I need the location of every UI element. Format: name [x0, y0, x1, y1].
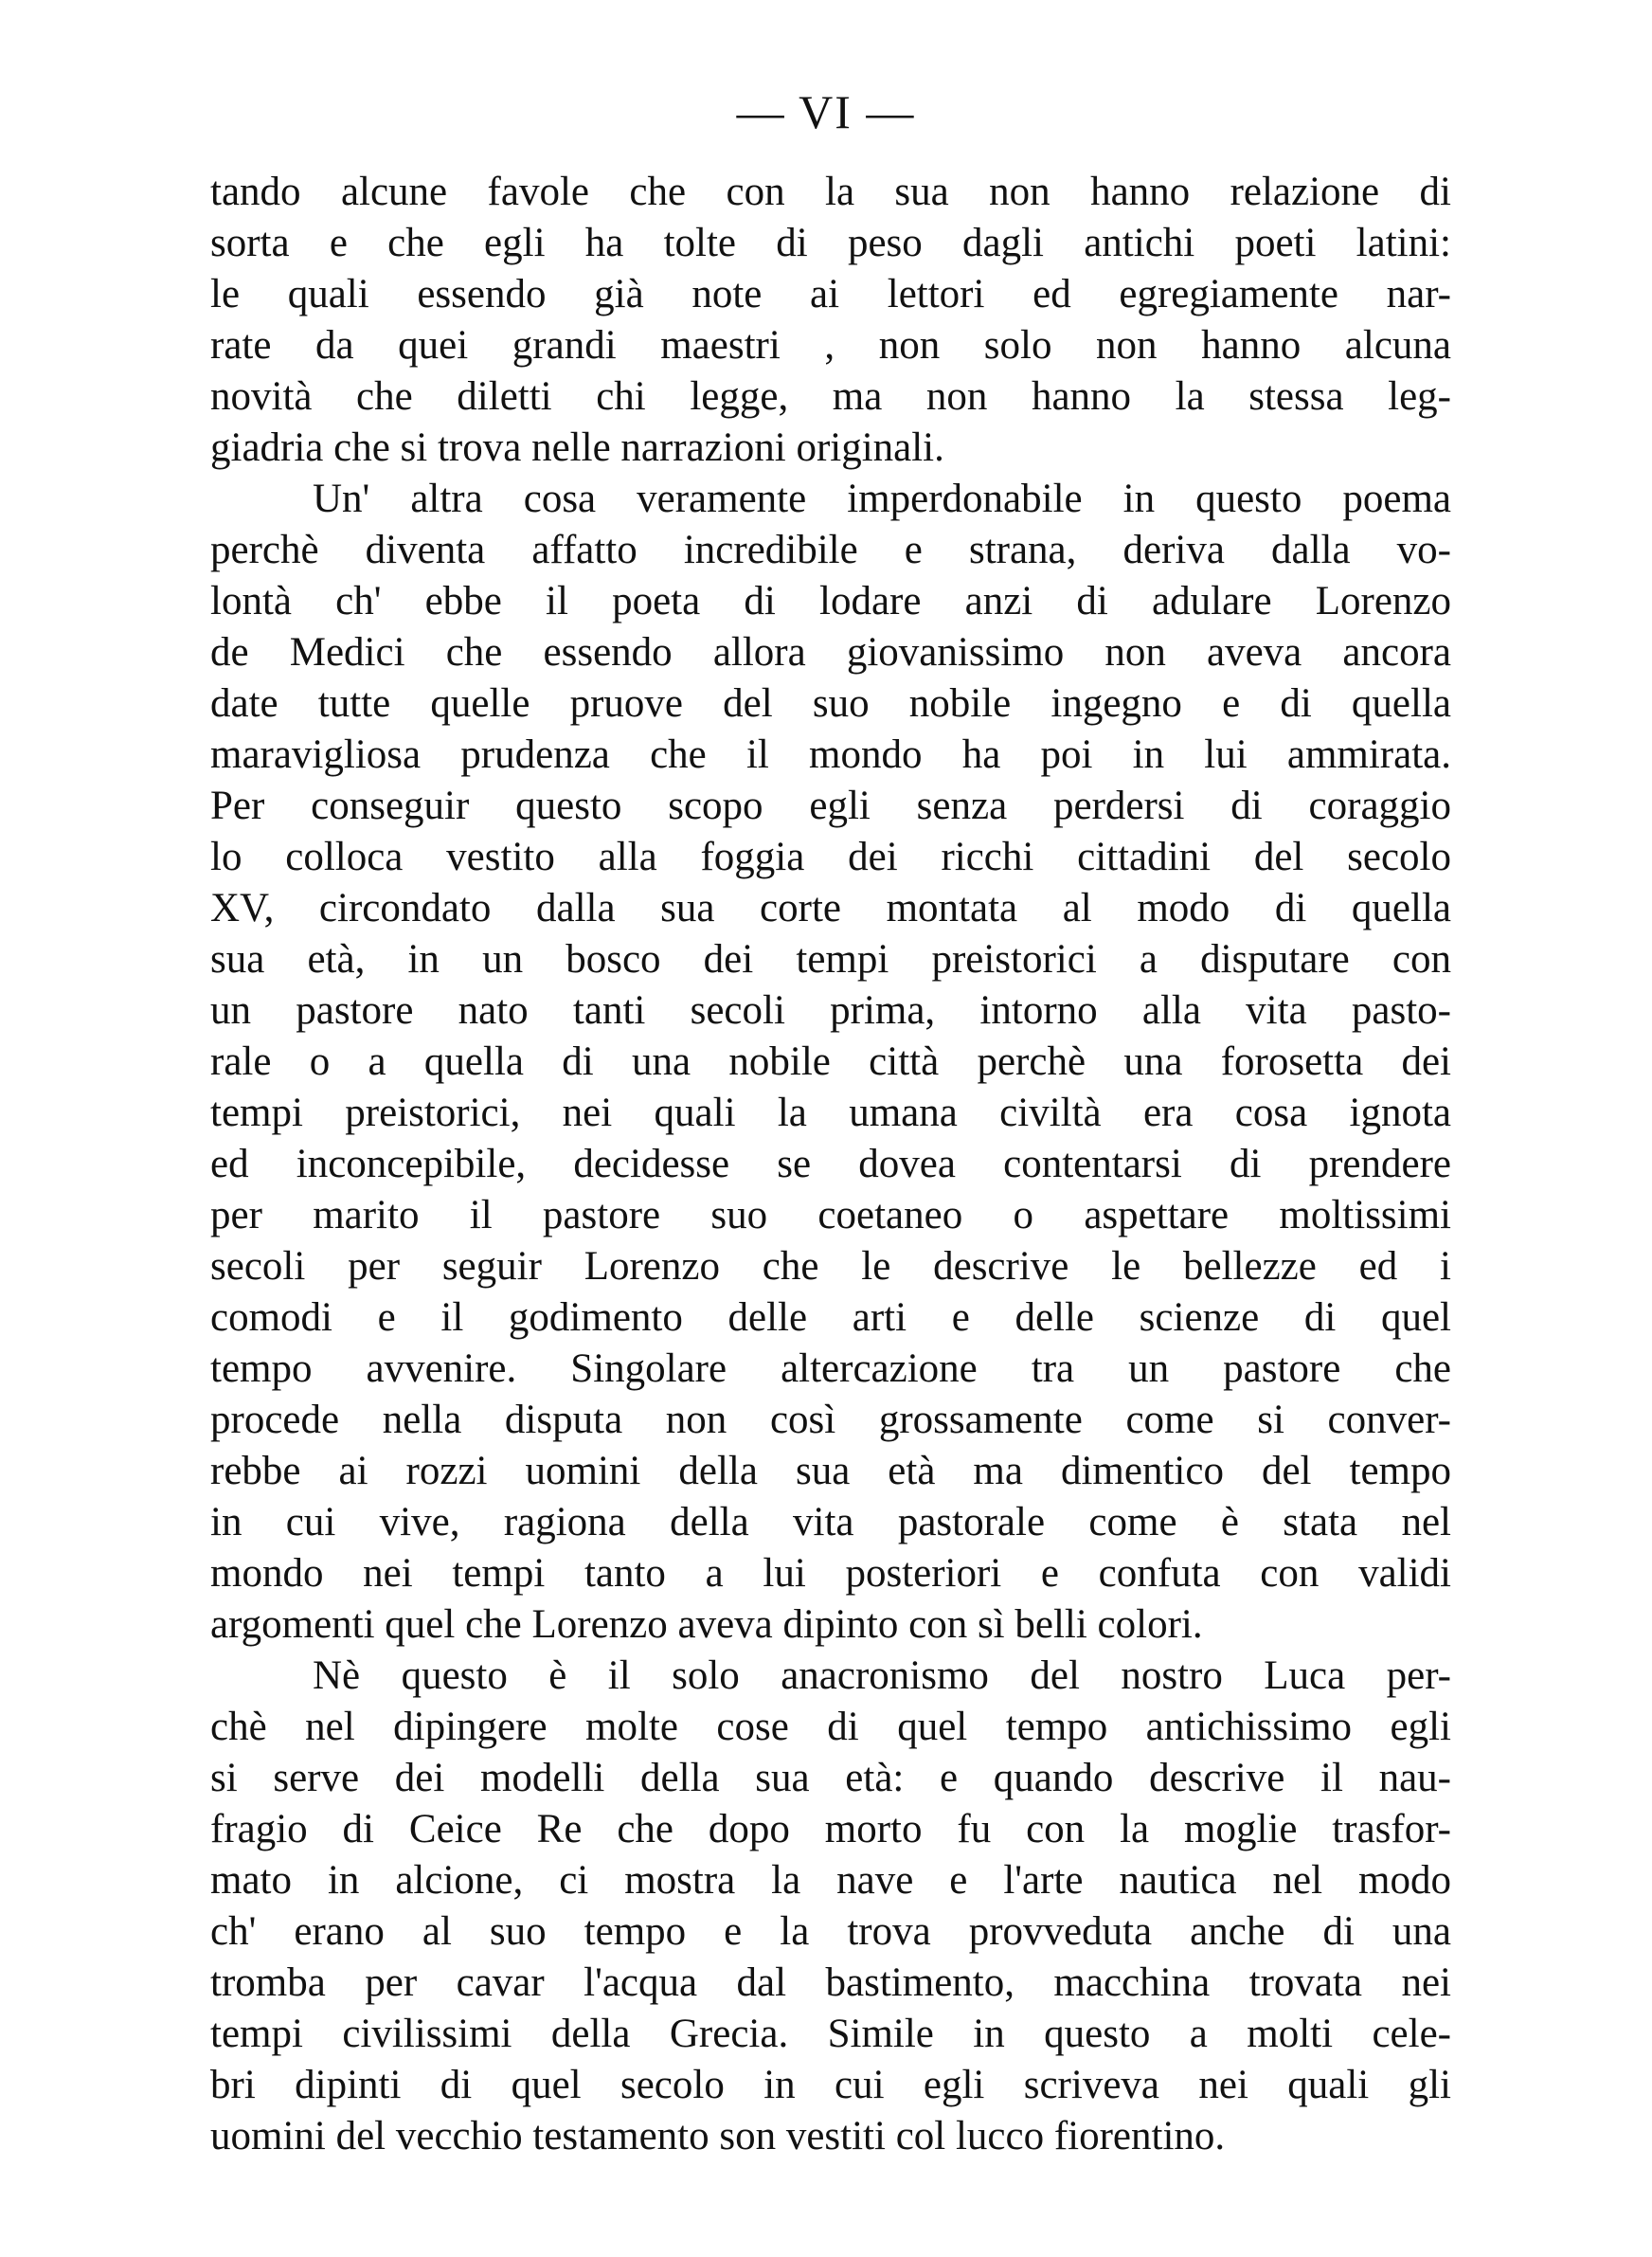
text-line: tando alcune favole che con la sua non hanno relazione di — [210, 170, 1451, 214]
text-line: mato in alcione, ci mostra la nave e l'arte nautica nel modo — [210, 1858, 1451, 1903]
text-line: rate da quei grandi maestri , non solo non hanno alcuna — [210, 323, 1451, 368]
text-line: sorta e che egli ha tolte di peso dagli antichi poeti latini: — [210, 221, 1451, 265]
paragraph-start-line: Nè questo è il solo anacronismo del nostro Luca per- — [313, 1653, 1451, 1698]
text-line: giadria che si trova nelle narrazioni originali. — [210, 425, 944, 470]
text-line: si serve dei modelli della sua età: e quando descrive il nau- — [210, 1756, 1451, 1800]
text-line: perchè diventa affatto incredibile e strana, deriva dalla vo- — [210, 528, 1451, 572]
text-line: uomini del vecchio testamento son vestiti col lucco fiorentino. — [210, 2114, 1226, 2158]
text-line: sua età, in un bosco dei tempi preistorici a disputare con — [210, 937, 1451, 982]
body-text — [210, 167, 1451, 2162]
text-line: tempo avvenire. Singolare altercazione tra un pastore che — [210, 1346, 1451, 1391]
text-line: de Medici che essendo allora giovanissimo non aveva ancora — [210, 630, 1451, 675]
text-line: Per conseguir questo scopo egli senza perdersi di coraggio — [210, 784, 1451, 828]
text-line: XV, circondato dalla sua corte montata al modo di quella — [210, 886, 1451, 930]
text-line: chè nel dipingere molte cose di quel tempo antichissimo egli — [210, 1705, 1451, 1749]
text-line: ed inconcepibile, decidesse se dovea contentarsi di prendere — [210, 1142, 1451, 1186]
text-line: tempi civilissimi della Grecia. Simile in questo a molti cele- — [210, 2012, 1451, 2056]
text-line: ch' erano al suo tempo e la trova provveduta anche di una — [210, 1909, 1451, 1954]
text-line: comodi e il godimento delle arti e delle scienze di quel — [210, 1295, 1451, 1340]
text-line: bri dipinti di quel secolo in cui egli scriveva nei quali gli — [210, 2063, 1451, 2107]
text-line: rale o a quella di una nobile città perchè una forosetta dei — [210, 1039, 1451, 1084]
text-line: tromba per cavar l'acqua dal bastimento, macchina trovata nei — [210, 1960, 1451, 2005]
text-line: un pastore nato tanti secoli prima, intorno alla vita pasto- — [210, 988, 1451, 1033]
text-line: rebbe ai rozzi uomini della sua età ma dimentico del tempo — [210, 1449, 1451, 1493]
text-line: date tutte quelle pruove del suo nobile ingegno e di quella — [210, 681, 1451, 726]
text-line: maravigliosa prudenza che il mondo ha poi in lui ammirata. — [210, 732, 1451, 777]
text-line: mondo nei tempi tanto a lui posteriori e confuta con validi — [210, 1551, 1451, 1596]
text-line: tempi preistorici, nei quali la umana civiltà era cosa ignota — [210, 1091, 1451, 1135]
text-line: lontà ch' ebbe il poeta di lodare anzi di adulare Lorenzo — [210, 579, 1451, 623]
text-line: secoli per seguir Lorenzo che le descrive le bellezze ed i — [210, 1244, 1451, 1289]
text-line: le quali essendo già note ai lettori ed egregiamente nar- — [210, 272, 1451, 316]
text-line: per marito il pastore suo coetaneo o aspettare moltissimi — [210, 1193, 1451, 1237]
text-line: argomenti quel che Lorenzo aveva dipinto con sì belli colori. — [210, 1602, 1203, 1647]
page-number: — VI — — [736, 85, 916, 138]
text-line: fragio di Ceice Re che dopo morto fu con la moglie trasfor- — [210, 1807, 1451, 1851]
paragraph-start-line: Un' altra cosa veramente imperdonabile in questo poema — [313, 477, 1451, 521]
text-line: in cui vive, ragiona della vita pastorale come è stata nel — [210, 1500, 1451, 1544]
text-line: novità che diletti chi legge, ma non hanno la stessa leg- — [210, 374, 1451, 419]
text-line: procede nella disputa non così grossamente come si conver- — [210, 1398, 1451, 1442]
text-line: lo colloca vestito alla foggia dei ricchi cittadini del secolo — [210, 835, 1451, 879]
